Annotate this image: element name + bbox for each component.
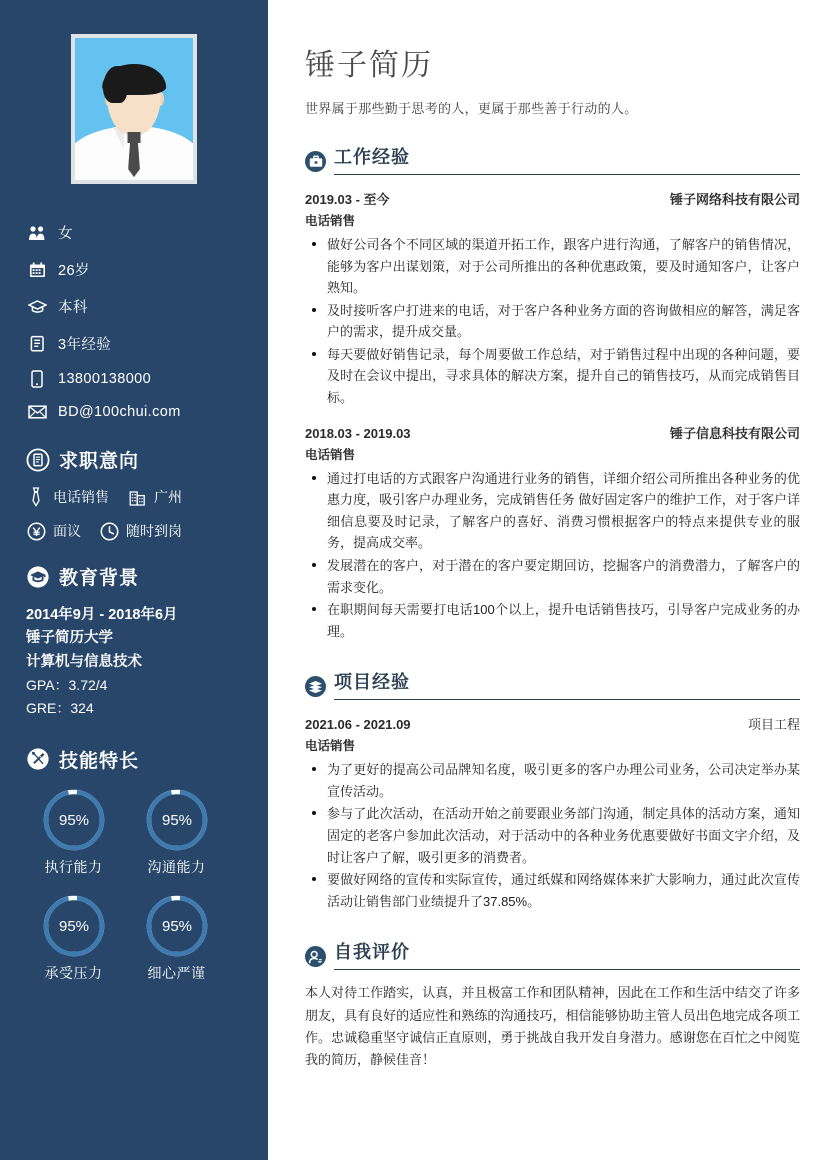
project-entry-date: 2021.06 - 2021.09: [305, 717, 411, 733]
intent-availability: [99, 521, 182, 541]
work-entry-date: 2018.03 - 2019.03: [305, 425, 411, 441]
section-project-experience: [305, 668, 800, 912]
intent-position-value: 电话销售: [53, 489, 109, 505]
page-title: 锤子简历: [305, 49, 433, 82]
bullet-item: 要做好网络的宣传和实际宣传，通过纸媒和网络媒体来扩大影响力，通过此次宣传活动让销售部门业绩提升了37.85%。: [305, 869, 800, 912]
job-intention-row-1: [26, 487, 268, 507]
project-experience-title: 项目经验: [334, 672, 410, 693]
bullet-item: 发展潜在的客户，对于潜在的客户要定期回访，挖掘客户的消费潜力，了解客户的需求变化。: [305, 555, 800, 598]
education-major: 计算机与信息技术: [26, 653, 142, 670]
skill-percent-text: 95%: [161, 917, 192, 935]
work-entry-date: 2019.03 - 至今: [305, 192, 390, 207]
info-value-experience: 3年经验: [58, 337, 112, 353]
user-check-circle-icon: [305, 946, 326, 967]
self-evaluation-header: [305, 938, 800, 970]
project-entry-bullets: [305, 759, 800, 912]
gender-icon: [26, 225, 48, 241]
intent-salary: [26, 521, 81, 541]
work-experience-title: 工作经验: [334, 147, 410, 167]
work-entry-role: 电话销售: [305, 447, 356, 462]
education-title: 教育背景: [59, 568, 140, 589]
section-work-experience: [305, 143, 800, 642]
skill-ring-3: [125, 893, 228, 983]
skill-ring-2: [22, 893, 125, 983]
section-divider: [334, 174, 800, 175]
skill-ring-1: [125, 787, 228, 877]
self-evaluation-title: 自我评价: [334, 942, 410, 963]
bullet-item: 及时接听客户打进来的电话，对于客户各种业务方面的咨询做相应的解答，满足客户的需求，提升成交量。: [305, 300, 800, 343]
tagline: 世界属于那些勤于思考的人，更属于那些善于行动的人。: [305, 101, 638, 116]
skills-header: [26, 746, 268, 773]
job-intention-row-2: [26, 521, 268, 541]
clock-icon: [99, 522, 119, 541]
info-row-gender: [26, 222, 268, 243]
bullet-item: 在职期间每天需要打电话100个以上，提升电话销售技巧，引导客户完成业务的办理。: [305, 599, 800, 642]
skill-progress-ring: [41, 787, 107, 853]
job-intention-header: [26, 446, 268, 473]
project-entry: [305, 714, 800, 912]
bullet-item: 为了更好的提高公司品牌知名度，吸引更多的客户办理公司业务，公司决定举办某宣传活动。: [305, 759, 800, 802]
skills-title: 技能特长: [59, 750, 140, 772]
skill-progress-ring: [144, 787, 210, 853]
skill-rings: [22, 787, 242, 999]
self-evaluation-text: 本人对待工作踏实，认真，并且极富工作和团队精神，因此在工作和生活中结交了许多朋友，具有良好的适应性和熟练的沟通技巧，相信能够协助主管人员出色地完成各项工作。忠诚稳重坚守诚信正直原则，勇于挑战自我开发自身潜力。感谢您在百忙之中阅览我的简历，静候佳音！: [305, 985, 800, 1068]
work-entry-company: 锤子网络科技有限公司: [669, 192, 800, 207]
skill-label: 沟通能力: [147, 858, 206, 875]
main-content: [305, 0, 800, 1160]
graduation-cap-icon: [26, 299, 48, 315]
skill-progress-ring: [41, 893, 107, 959]
skill-percent-text: 95%: [58, 917, 89, 935]
project-entry-role: 电话销售: [305, 739, 356, 754]
skill-label: 承受压力: [44, 964, 103, 981]
bullet-item: 每天要做好销售记录，每个周要做工作总结，对于销售过程中出现的各种问题，要及时在会议中提出，寻求具体的解决方案，提升自己的销售技巧，从而完成销售目标。: [305, 344, 800, 409]
bullet-item: 通过打电话的方式跟客户沟通进行业务的销售，详细介绍公司所推出各种业务的优惠力度，吸引客户办理业务，完成销售任务 做好固定客户的维护工作，对于客户详细信息要及时记录，了解客户的喜好、消费习惯根据客户的特点来提供专业的服务，提高成交率。: [305, 468, 800, 554]
intent-city: [127, 487, 182, 507]
clipboard-circle-icon: [26, 448, 50, 472]
info-value-age: 26岁: [58, 263, 90, 279]
section-divider: [334, 699, 800, 700]
clipboard-icon: [26, 335, 48, 352]
job-intention-items: [26, 487, 268, 541]
tools-circle-icon: [26, 747, 50, 771]
info-value-email: BD@100chui.com: [58, 404, 181, 420]
bullet-item: 参与了此次活动，在活动开始之前要跟业务部门沟通，制定具体的活动方案，通知固定的老客户参加此次活动，对于活动中的各种业务优惠要做好书面文字介绍，及时让客户了解，吸引更多的消费者。: [305, 803, 800, 868]
sidebar: [0, 0, 268, 1160]
work-entry: [305, 423, 800, 643]
layers-circle-icon: [305, 676, 326, 697]
education-header: [26, 563, 268, 590]
necktie-icon: [26, 487, 46, 507]
info-value-degree: 本科: [58, 300, 88, 316]
skill-progress-ring: [144, 893, 210, 959]
personal-info-list: [26, 222, 268, 420]
work-entry-bullets: [305, 234, 800, 409]
work-entry: [305, 189, 800, 409]
info-row-experience: [26, 333, 268, 354]
education-details: [26, 604, 268, 720]
skill-ring-0: [22, 787, 125, 877]
education-date: 2014年9月 - 2018年6月: [26, 607, 178, 623]
info-row-age: [26, 259, 268, 280]
section-education: [0, 563, 268, 720]
info-row-email: [26, 404, 268, 420]
building-icon: [127, 489, 147, 506]
avatar-photo-wrapper: [0, 0, 268, 184]
work-entry-bullets: [305, 468, 800, 643]
intent-salary-value: 面议: [53, 523, 81, 539]
work-entry-role: 电话销售: [305, 214, 356, 228]
mobile-phone-icon: [26, 370, 48, 388]
graduation-cap-circle-icon: [26, 565, 50, 589]
education-gpa: GPA：3.72/4: [26, 677, 108, 694]
info-row-degree: [26, 296, 268, 317]
intent-availability-value: 随时到岗: [126, 523, 182, 539]
work-experience-header: [305, 143, 800, 175]
briefcase-circle-icon: [305, 151, 326, 172]
skill-percent-text: 95%: [161, 811, 192, 829]
calendar-icon: [26, 262, 48, 278]
skill-percent-text: 95%: [58, 811, 89, 829]
info-value-gender: 女: [58, 226, 73, 242]
skill-label: 执行能力: [44, 858, 103, 875]
intent-position: [26, 487, 109, 507]
section-self-evaluation: [305, 938, 800, 1071]
avatar-frame: [71, 34, 197, 184]
info-row-phone: [26, 370, 268, 388]
person-avatar-photo-icon: [75, 38, 193, 180]
section-divider: [334, 969, 800, 970]
section-skills: [0, 746, 268, 999]
section-job-intention: [0, 446, 268, 541]
bullet-item: 做好公司各个不同区域的渠道开拓工作，跟客户进行沟通，了解客户的销售情况，能够为客户出谋划策，对于公司所推出的各种优惠政策，要及时通知客户，让客户熟知。: [305, 234, 800, 299]
yen-coin-icon: [26, 522, 46, 541]
info-value-phone: 13800138000: [58, 371, 152, 387]
job-intention-title: 求职意向: [59, 451, 140, 472]
project-entry-name: 项目工程: [747, 717, 800, 733]
work-entry-company: 锤子信息科技有限公司: [669, 425, 800, 441]
intent-city-value: 广州: [154, 489, 182, 505]
project-experience-header: [305, 668, 800, 700]
education-school: 锤子简历大学: [26, 630, 113, 647]
education-gre: GRE：324: [26, 700, 94, 717]
skill-label: 细心严谨: [147, 964, 206, 981]
envelope-icon: [26, 405, 48, 419]
